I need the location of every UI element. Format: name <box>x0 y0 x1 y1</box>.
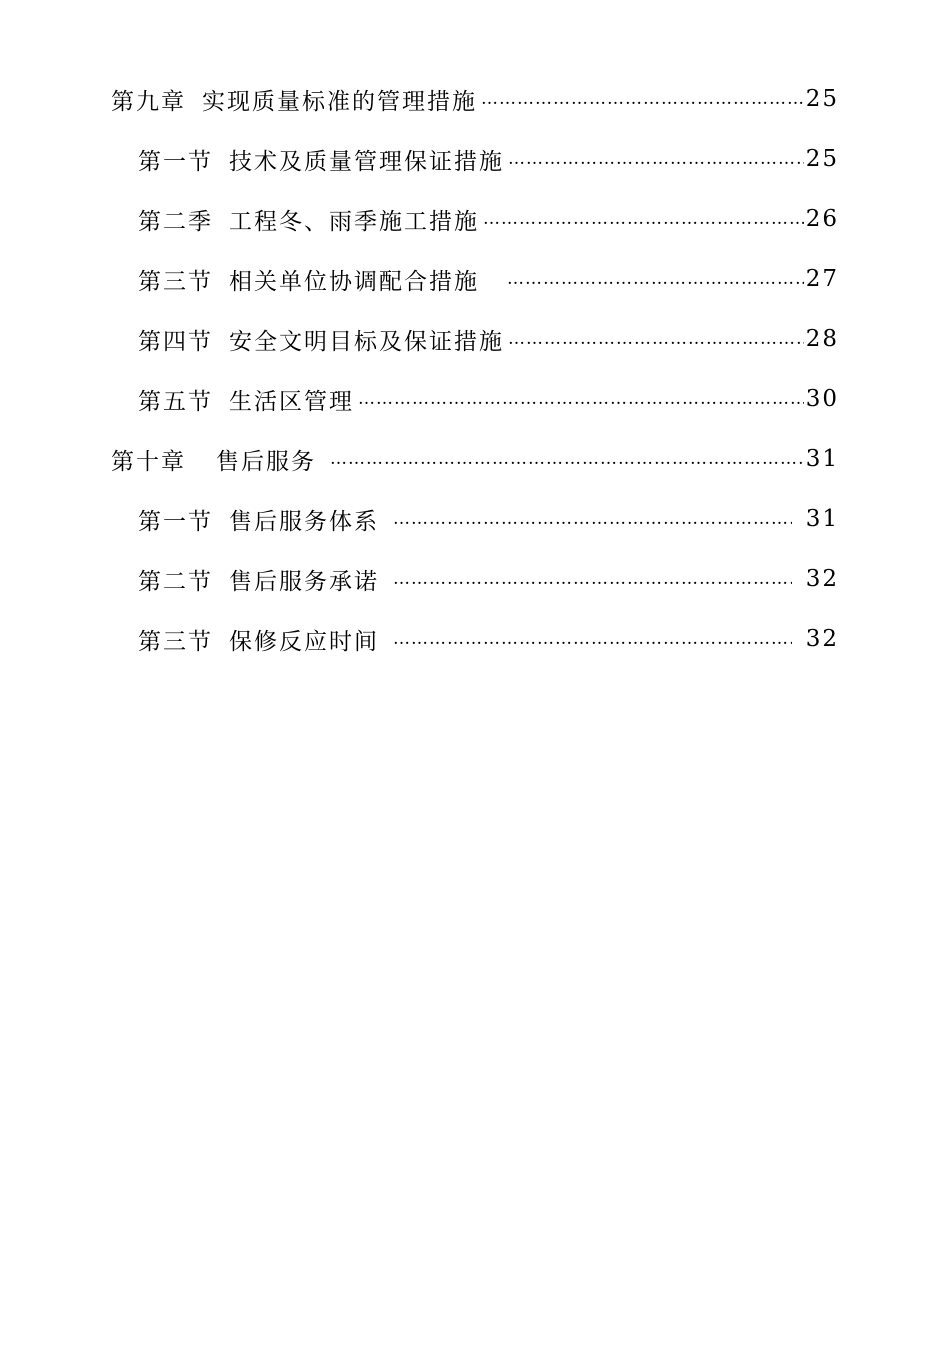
toc-entry-page: 32 <box>805 566 839 592</box>
toc-dot-leader <box>508 141 804 177</box>
toc-entry-number: 第二节 <box>138 568 213 595</box>
toc-dot-leader <box>358 381 804 417</box>
toc-entry-page: 31 <box>805 506 839 532</box>
toc-entry-title: 售后服务 <box>216 448 316 475</box>
toc-entry-section[interactable] <box>138 321 839 357</box>
toc-entry-page: 31 <box>805 446 839 472</box>
toc-entry-page: 30 <box>805 386 839 412</box>
toc-entry-number: 第五节 <box>138 388 213 415</box>
toc-entry-title: 安全文明目标及保证措施 <box>229 328 504 355</box>
toc-entry-chapter-9[interactable] <box>111 81 839 117</box>
toc-entry-page: 26 <box>805 206 839 232</box>
toc-entry-title: 保修反应时间 <box>229 628 379 655</box>
toc-entry-title: 工程冬、雨季施工措施 <box>229 208 479 235</box>
toc-entry-title: 相关单位协调配合措施 <box>229 268 479 295</box>
toc-entry-number: 第一节 <box>138 508 213 535</box>
toc-dot-leader <box>393 561 792 597</box>
toc-entry-number: 第十章 <box>111 448 186 475</box>
toc-entry-title: 技术及质量管理保证措施 <box>229 148 504 175</box>
toc-dot-leader <box>393 501 792 537</box>
toc-entry-number: 第九章 <box>111 88 186 115</box>
toc-entry-number: 第二季 <box>138 208 213 235</box>
toc-entry-page: 32 <box>805 626 839 652</box>
toc-dot-leader <box>483 201 804 237</box>
toc-dot-leader <box>330 441 804 477</box>
toc-dot-leader <box>508 321 804 357</box>
toc-entry-page: 25 <box>805 146 839 172</box>
toc-entry-section[interactable] <box>138 141 839 177</box>
toc-dot-leader <box>481 81 804 117</box>
toc-entry-title: 售后服务体系 <box>229 508 379 535</box>
toc-entry-chapter-10[interactable] <box>111 441 839 477</box>
toc-entry-page: 25 <box>805 86 839 112</box>
toc-entry-title: 实现质量标准的管理措施 <box>202 88 477 115</box>
toc-dot-leader <box>507 261 804 297</box>
toc-entry-section[interactable] <box>138 501 839 537</box>
toc-entry-number: 第四节 <box>138 328 213 355</box>
toc-entry-title: 售后服务承诺 <box>229 568 379 595</box>
toc-entry-title: 生活区管理 <box>229 388 354 415</box>
toc-entry-number: 第一节 <box>138 148 213 175</box>
toc-entry-section[interactable] <box>138 621 839 657</box>
toc-entry-number: 第三节 <box>138 268 213 295</box>
toc-entry-section[interactable] <box>138 381 839 417</box>
toc-entry-section[interactable] <box>138 261 839 297</box>
toc-entry-section[interactable] <box>138 201 839 237</box>
toc-entry-section[interactable] <box>138 561 839 597</box>
toc-entry-number: 第三节 <box>138 628 213 655</box>
toc-entry-page: 27 <box>805 266 839 292</box>
toc-entry-page: 28 <box>805 326 839 352</box>
toc-dot-leader <box>393 621 792 657</box>
